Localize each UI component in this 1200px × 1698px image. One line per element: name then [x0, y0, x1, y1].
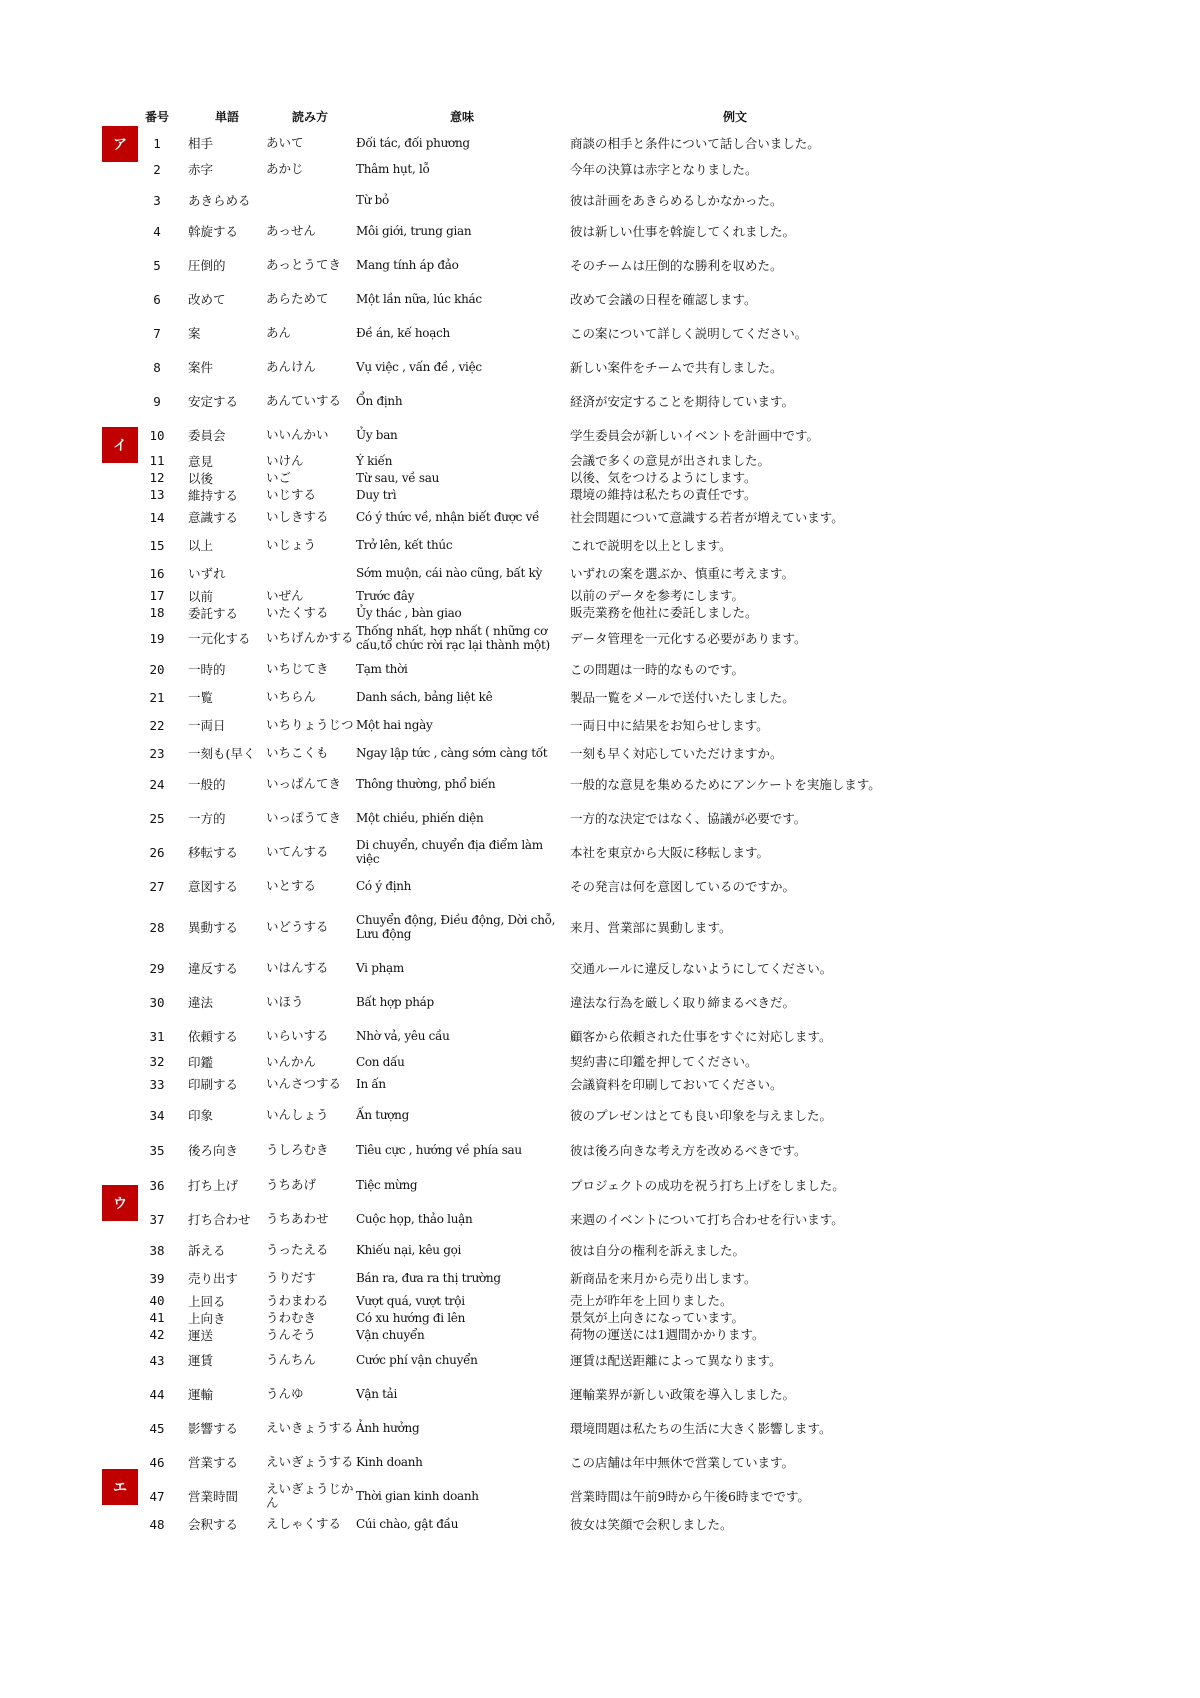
table-row	[0, 503, 1200, 531]
cell-number: 13	[149, 487, 165, 502]
cell-word: 打ち上げ	[188, 1178, 239, 1193]
cell-reading: いじょう	[266, 537, 317, 552]
cell-number: 14	[149, 509, 165, 525]
cell-example: 彼は自分の権利を訴えました。	[570, 1242, 746, 1258]
cell-example: 以後、気をつけるようにします。	[570, 470, 757, 485]
cell-number: 15	[149, 537, 165, 553]
table-row	[0, 869, 1200, 903]
cell-example: 環境問題は私たちの生活に大きく影響します。	[570, 1420, 832, 1436]
cell-meaning: Cuộc họp, thảo luận	[356, 1212, 473, 1226]
cell-meaning: Tiêu cực , hướng về phía sau	[356, 1143, 522, 1157]
cell-word: 赤字	[188, 162, 214, 177]
cell-word: あきらめる	[188, 193, 251, 208]
cell-word: 意見	[188, 453, 214, 469]
cell-meaning: Tiệc mừng	[356, 1178, 418, 1192]
cell-word: 移転する	[188, 845, 239, 860]
table-row	[0, 1411, 1200, 1445]
cell-number: 37	[149, 1211, 165, 1227]
cell-word: 一元化する	[188, 631, 251, 646]
cell-word: 会釈する	[188, 1517, 239, 1532]
cell-reading: うちあわせ	[266, 1211, 329, 1226]
cell-reading: いどうする	[266, 919, 329, 934]
cell-example: 販売業務を他社に委託しました。	[570, 605, 758, 620]
cell-meaning: Ấn tượng	[356, 1108, 409, 1122]
cell-reading: あらためて	[266, 291, 329, 306]
cell-meaning: Từ sau, về sau	[356, 470, 440, 485]
cell-meaning: Ảnh hưởng	[356, 1421, 420, 1435]
cell-meaning: Ý kiến	[356, 453, 393, 468]
cell-number: 2	[153, 161, 161, 177]
cell-word: 運送	[188, 1327, 214, 1343]
table-row	[0, 186, 1200, 214]
cell-meaning: Từ bỏ	[356, 193, 389, 207]
cell-meaning: Kinh doanh	[356, 1455, 423, 1469]
cell-meaning: Trở lên, kết thúc	[356, 538, 453, 552]
table-row	[0, 711, 1200, 739]
cell-meaning: In ấn	[356, 1077, 386, 1091]
cell-meaning: Trước đây	[356, 588, 415, 603]
cell-number: 30	[149, 994, 165, 1010]
cell-example: 環境の維持は私たちの責任です。	[570, 487, 757, 502]
cell-meaning: Thời gian kinh doanh	[356, 1489, 479, 1503]
cell-number: 40	[149, 1293, 165, 1308]
cell-word: 意識する	[188, 510, 239, 525]
cell-example: 学生委員会が新しいイベントを計画中です。	[570, 427, 820, 443]
cell-example: 商談の相手と条件について話し合いました。	[570, 135, 820, 151]
table-row	[0, 1343, 1200, 1377]
cell-reading: うりだす	[266, 1270, 317, 1285]
cell-example: プロジェクトの成功を祝う打ち上げをしました。	[570, 1177, 845, 1193]
cell-reading: いちらん	[266, 689, 317, 704]
cell-meaning: Di chuyển, chuyển địa điểm làm việc	[356, 838, 543, 866]
cell-reading: うんそう	[266, 1326, 317, 1342]
cell-number: 43	[149, 1352, 165, 1368]
cell-meaning: Ổn định	[356, 394, 403, 408]
section-marker-a: ア	[102, 126, 138, 162]
cell-number: 29	[149, 960, 165, 976]
section-marker-i: イ	[102, 427, 138, 463]
cell-reading: いちこくも	[266, 745, 329, 760]
cell-reading: いてんする	[266, 844, 329, 859]
cell-example: 契約書に印鑑を押してください。	[570, 1054, 758, 1069]
cell-number: 3	[153, 192, 161, 208]
cell-number: 32	[149, 1054, 165, 1069]
cell-example: 彼のプレゼンはとても良い印象を与えました。	[570, 1107, 833, 1123]
cell-number: 31	[149, 1028, 165, 1044]
cell-word: 依頼する	[188, 1029, 239, 1044]
cell-reading: いんかん	[266, 1053, 317, 1069]
cell-example: 営業時間は午前9時から午後6時までです。	[570, 1488, 810, 1504]
cell-word: 委員会	[188, 428, 226, 443]
cell-reading: あんけん	[266, 359, 317, 374]
table-row	[0, 1292, 1200, 1309]
cell-word: 運輸	[188, 1387, 214, 1402]
cell-number: 7	[153, 325, 161, 341]
cell-meaning: Khiếu nại, kêu gọi	[356, 1243, 462, 1257]
table-row	[0, 1168, 1200, 1202]
cell-word: 一刻も(早く	[188, 746, 256, 761]
table-row	[0, 1309, 1200, 1326]
table-row	[0, 1264, 1200, 1292]
cell-example: 来月、営業部に異動します。	[570, 919, 732, 935]
cell-reading: いちげんかする	[266, 630, 354, 645]
cell-number: 20	[149, 661, 165, 677]
cell-reading: うったえる	[266, 1242, 329, 1257]
table-row	[0, 1513, 1200, 1535]
cell-number: 39	[149, 1270, 165, 1286]
cell-meaning: Ủy ban	[356, 428, 398, 442]
header-word: 単語	[214, 110, 239, 124]
cell-word: 影響する	[188, 1421, 239, 1436]
cell-number: 9	[153, 393, 161, 409]
table-row	[0, 248, 1200, 282]
cell-example: 新商品を来月から売り出します。	[570, 1270, 757, 1286]
cell-reading: あん	[266, 325, 292, 340]
cell-meaning: Bất hợp pháp	[356, 995, 434, 1009]
cell-meaning: Một lần nữa, lúc khác	[356, 292, 482, 306]
cell-number: 21	[149, 689, 165, 705]
cell-number: 35	[149, 1142, 165, 1158]
cell-example: いずれの案を選ぶか、慎重に考えます。	[570, 565, 795, 581]
table-row	[0, 559, 1200, 587]
table-row	[0, 134, 1200, 152]
table-row	[0, 621, 1200, 655]
cell-word: 改めて	[188, 292, 226, 307]
cell-reading: うしろむき	[266, 1142, 329, 1157]
table-row	[0, 1202, 1200, 1236]
cell-meaning: Bán ra, đưa ra thị trường	[356, 1271, 501, 1285]
cell-reading: いらいする	[266, 1028, 329, 1043]
cell-number: 34	[149, 1107, 165, 1123]
cell-example: 景気が上向きになっています。	[570, 1310, 745, 1325]
cell-number: 5	[153, 257, 161, 273]
cell-word: 印刷する	[188, 1077, 239, 1092]
cell-word: 訴える	[188, 1243, 226, 1258]
cell-word: 上向き	[188, 1310, 226, 1326]
cell-meaning: Chuyển động, Điều động, Dời chỗ, Lưu động	[356, 913, 556, 941]
cell-example: この問題は一時的なものです。	[570, 661, 745, 677]
cell-word: 一般的	[188, 777, 226, 792]
cell-example: 新しい案件をチームで共有しました。	[570, 359, 783, 375]
cell-reading: あいて	[266, 135, 304, 150]
section-marker-u: ウ	[102, 1185, 138, 1221]
cell-number: 28	[149, 919, 165, 935]
cell-example: 一刻も早く対応していただけますか。	[570, 745, 783, 761]
cell-reading: あっとうてき	[266, 257, 341, 272]
cell-number: 41	[149, 1310, 165, 1325]
section-marker-e: エ	[102, 1469, 138, 1505]
table-row	[0, 951, 1200, 985]
cell-number: 10	[149, 427, 165, 443]
cell-meaning: Một hai ngày	[356, 718, 433, 732]
table-row	[0, 282, 1200, 316]
cell-reading: いじする	[266, 486, 317, 502]
cell-number: 6	[153, 291, 161, 307]
table-row	[0, 1236, 1200, 1264]
cell-meaning: Vận chuyển	[356, 1327, 425, 1342]
cell-number: 12	[149, 470, 165, 485]
cell-meaning: Có ý thức về, nhận biết được về	[356, 510, 540, 524]
cell-reading: いんさつする	[266, 1076, 342, 1091]
cell-reading: いっぽうてき	[266, 810, 342, 825]
cell-meaning: Cước phí vận chuyển	[356, 1353, 478, 1367]
cell-number: 48	[149, 1516, 165, 1532]
cell-word: 以後	[188, 470, 214, 486]
cell-word: 以上	[188, 538, 214, 553]
cell-meaning: Thông thường, phổ biến	[356, 777, 496, 791]
table-row	[0, 739, 1200, 767]
cell-example: 顧客から依頼された仕事をすぐに対応します。	[570, 1028, 832, 1044]
cell-meaning: Ngay lập tức , càng sớm càng tốt	[356, 746, 548, 760]
cell-reading: いたくする	[266, 604, 329, 620]
cell-word: 印象	[188, 1108, 214, 1123]
cell-word: 異動する	[188, 920, 239, 935]
cell-reading: うんちん	[266, 1352, 317, 1367]
header-example: 例文	[722, 110, 747, 124]
table-row	[0, 1479, 1200, 1513]
cell-word: 運賃	[188, 1353, 214, 1368]
table-row	[0, 801, 1200, 835]
cell-meaning: Vượt quá, vượt trội	[356, 1293, 465, 1308]
cell-word: 斡旋する	[188, 224, 239, 239]
cell-meaning: Mang tính áp đảo	[356, 258, 459, 272]
cell-meaning: Vụ việc , vấn đề , việc	[356, 360, 482, 374]
cell-word: 意図する	[188, 879, 239, 894]
table-row	[0, 683, 1200, 711]
cell-reading: いちりょうじつ	[266, 717, 354, 732]
cell-meaning: Tạm thời	[356, 662, 408, 676]
cell-reading: いはんする	[266, 960, 329, 975]
cell-reading	[266, 186, 354, 214]
cell-example: この案について詳しく説明してください。	[570, 325, 808, 341]
cell-word: 一方的	[188, 811, 226, 826]
table-row	[0, 469, 1200, 486]
cell-meaning: Cúi chào, gật đầu	[356, 1517, 459, 1531]
cell-reading: いご	[266, 469, 292, 485]
table-row	[0, 1445, 1200, 1479]
cell-number: 8	[153, 359, 161, 375]
cell-number: 45	[149, 1420, 165, 1436]
cell-example: 会議で多くの意見が出されました。	[570, 453, 771, 468]
cell-meaning: Thâm hụt, lỗ	[356, 162, 430, 176]
cell-number: 38	[149, 1242, 165, 1258]
table-row	[0, 655, 1200, 683]
cell-example: 以前のデータを参考にします。	[570, 588, 745, 603]
cell-word: 一両日	[188, 718, 226, 733]
cell-number: 22	[149, 717, 165, 733]
cell-reading: いしきする	[266, 509, 329, 524]
cell-example: 会議資料を印刷しておいてください。	[570, 1076, 783, 1092]
cell-example: 一般的な意見を集めるためにアンケートを実施します。	[570, 776, 881, 792]
cell-example: 荷物の運送には1週間かかります。	[570, 1327, 765, 1342]
header-reading: 読み方	[291, 110, 328, 124]
table-row	[0, 316, 1200, 350]
cell-number: 16	[149, 565, 165, 581]
cell-example: そのチームは圧倒的な勝利を収めた。	[570, 257, 783, 273]
cell-word: 案	[188, 326, 201, 341]
cell-example: その発言は何を意図しているのですか。	[570, 878, 796, 894]
cell-word: 営業する	[188, 1455, 239, 1470]
table-row	[0, 152, 1200, 186]
cell-number: 24	[149, 776, 165, 792]
table-row	[0, 1132, 1200, 1168]
cell-word: 一覧	[188, 690, 214, 705]
cell-number: 33	[149, 1076, 165, 1092]
cell-number: 26	[149, 844, 165, 860]
cell-example: 本社を東京から大阪に移転します。	[570, 844, 770, 860]
cell-meaning: Đề án, kế hoạch	[356, 326, 450, 340]
table-row	[0, 486, 1200, 503]
cell-number: 47	[149, 1488, 165, 1504]
cell-word: 営業時間	[188, 1489, 239, 1504]
table-row	[0, 587, 1200, 604]
table-row	[0, 531, 1200, 559]
cell-meaning: Thống nhất, hợp nhất ( những cơ cấu,tổ chức rời rạc lại thành một)	[356, 624, 550, 652]
cell-reading: いちじてき	[266, 661, 329, 676]
table-row	[0, 1053, 1200, 1070]
cell-reading: いんしょう	[266, 1107, 329, 1122]
table-row	[0, 1070, 1200, 1098]
cell-word: 上回る	[188, 1293, 226, 1309]
cell-example: 改めて会議の日程を確認します。	[570, 291, 757, 307]
cell-reading: うわむき	[266, 1309, 317, 1325]
cell-example: 今年の決算は赤字となりました。	[570, 161, 758, 177]
cell-number: 19	[149, 630, 165, 646]
cell-reading: あっせん	[266, 223, 316, 238]
cell-word: 後ろ向き	[188, 1143, 239, 1158]
cell-reading: えしゃくする	[266, 1516, 342, 1531]
table-row	[0, 604, 1200, 621]
cell-meaning: Có xu hướng đi lên	[356, 1310, 466, 1325]
cell-number: 17	[149, 588, 165, 603]
cell-number: 23	[149, 745, 165, 761]
table-row	[0, 350, 1200, 384]
cell-example: データ管理を一元化する必要があります。	[570, 630, 807, 646]
cell-reading: うちあげ	[266, 1177, 317, 1192]
cell-reading: あんていする	[266, 393, 342, 408]
cell-example: 一方的な決定ではなく、協議が必要です。	[570, 810, 807, 826]
cell-number: 36	[149, 1177, 165, 1193]
table-row	[0, 1377, 1200, 1411]
cell-meaning: Vận tải	[356, 1387, 398, 1401]
table-row	[0, 1019, 1200, 1053]
cell-reading: えいきょうする	[266, 1420, 354, 1435]
cell-number: 11	[149, 453, 165, 468]
cell-reading: うわまわる	[266, 1292, 329, 1308]
cell-example: 違法な行為を厳しく取り締まるべきだ。	[570, 994, 796, 1010]
cell-meaning: Ủy thác , bàn giao	[356, 605, 462, 620]
table-row	[0, 1098, 1200, 1132]
cell-word: 以前	[188, 588, 214, 604]
cell-meaning: Đối tác, đối phương	[356, 136, 470, 150]
cell-word: 圧倒的	[188, 258, 226, 273]
table-row	[0, 767, 1200, 801]
cell-example: 彼女は笑顔で会釈しました。	[570, 1516, 733, 1532]
header-meaning: 意味	[449, 110, 474, 124]
cell-example: 売上が昨年を上回りました。	[570, 1293, 733, 1308]
cell-reading: うんゆ	[266, 1386, 304, 1401]
cell-word: 一時的	[188, 662, 226, 677]
cell-example: 一両日中に結果をお知らせします。	[570, 717, 769, 733]
cell-reading: あかじ	[266, 161, 304, 176]
cell-number: 4	[153, 223, 161, 239]
cell-word: 相手	[188, 136, 214, 151]
cell-example: 社会問題について意識する若者が増えています。	[570, 509, 844, 525]
cell-word: 安定する	[188, 394, 239, 409]
table-row	[0, 418, 1200, 452]
cell-reading: いっぱんてき	[266, 776, 342, 791]
cell-word: 違反する	[188, 961, 239, 976]
cell-meaning: Danh sách, bảng liệt kê	[356, 690, 493, 704]
table-row	[0, 985, 1200, 1019]
cell-word: 印鑑	[188, 1054, 214, 1070]
cell-example: 彼は計画をあきらめるしかなかった。	[570, 192, 783, 208]
table-row	[0, 452, 1200, 469]
cell-meaning: Con dấu	[356, 1054, 405, 1069]
cell-example: 経済が安定することを期待しています。	[570, 393, 795, 409]
cell-example: 運賃は配送距離によって異なります。	[570, 1352, 782, 1368]
cell-example: 交通ルールに違反しないようにしてください。	[570, 960, 833, 976]
cell-example: 彼は後ろ向きな考え方を改めるべきです。	[570, 1142, 807, 1158]
cell-word: 案件	[188, 360, 214, 375]
table-row	[0, 1326, 1200, 1343]
cell-meaning: Nhờ vả, yêu cầu	[356, 1029, 450, 1043]
cell-word: 維持する	[188, 487, 239, 503]
cell-example: これで説明を以上とします。	[570, 537, 732, 553]
cell-meaning: Môi giới, trung gian	[356, 224, 472, 238]
cell-meaning: Duy trì	[356, 487, 397, 502]
table-row	[0, 903, 1200, 951]
cell-reading: いいんかい	[266, 427, 329, 442]
cell-reading: えいぎょうする	[266, 1454, 354, 1469]
cell-meaning: Vi phạm	[356, 961, 404, 975]
cell-word: 委託する	[188, 605, 239, 621]
cell-word: いずれ	[188, 566, 226, 581]
cell-number: 1	[153, 135, 161, 151]
cell-example: 来週のイベントについて打ち合わせを行います。	[570, 1211, 844, 1227]
cell-reading: えいぎょうじかん	[266, 1481, 354, 1510]
cell-number: 44	[149, 1386, 165, 1402]
cell-number: 25	[149, 810, 165, 826]
cell-word: 売り出す	[188, 1271, 239, 1286]
cell-example: この店舗は年中無休で営業しています。	[570, 1454, 795, 1470]
cell-reading: いぜん	[266, 587, 304, 603]
cell-number: 46	[149, 1454, 165, 1470]
header-number: 番号	[144, 110, 169, 124]
table-row	[0, 214, 1200, 248]
cell-meaning: Sớm muộn, cái nào cũng, bất kỳ	[356, 566, 542, 580]
cell-number: 42	[149, 1327, 165, 1342]
cell-reading: いとする	[266, 878, 317, 893]
cell-word: 違法	[188, 995, 214, 1010]
cell-reading: いけん	[266, 452, 304, 468]
cell-example: 彼は新しい仕事を斡旋してくれました。	[570, 223, 796, 239]
cell-meaning: Một chiều, phiến diện	[356, 811, 484, 825]
cell-meaning: Có ý định	[356, 879, 412, 893]
cell-number: 27	[149, 878, 165, 894]
table-row	[0, 384, 1200, 418]
cell-example: 運輸業界が新しい政策を導入しました。	[570, 1386, 796, 1402]
cell-example: 製品一覧をメールで送付いたしました。	[570, 689, 795, 705]
cell-reading	[266, 559, 354, 587]
table-row	[0, 835, 1200, 869]
cell-reading: いほう	[266, 994, 304, 1009]
cell-number: 18	[149, 605, 165, 620]
cell-word: 打ち合わせ	[188, 1212, 251, 1227]
